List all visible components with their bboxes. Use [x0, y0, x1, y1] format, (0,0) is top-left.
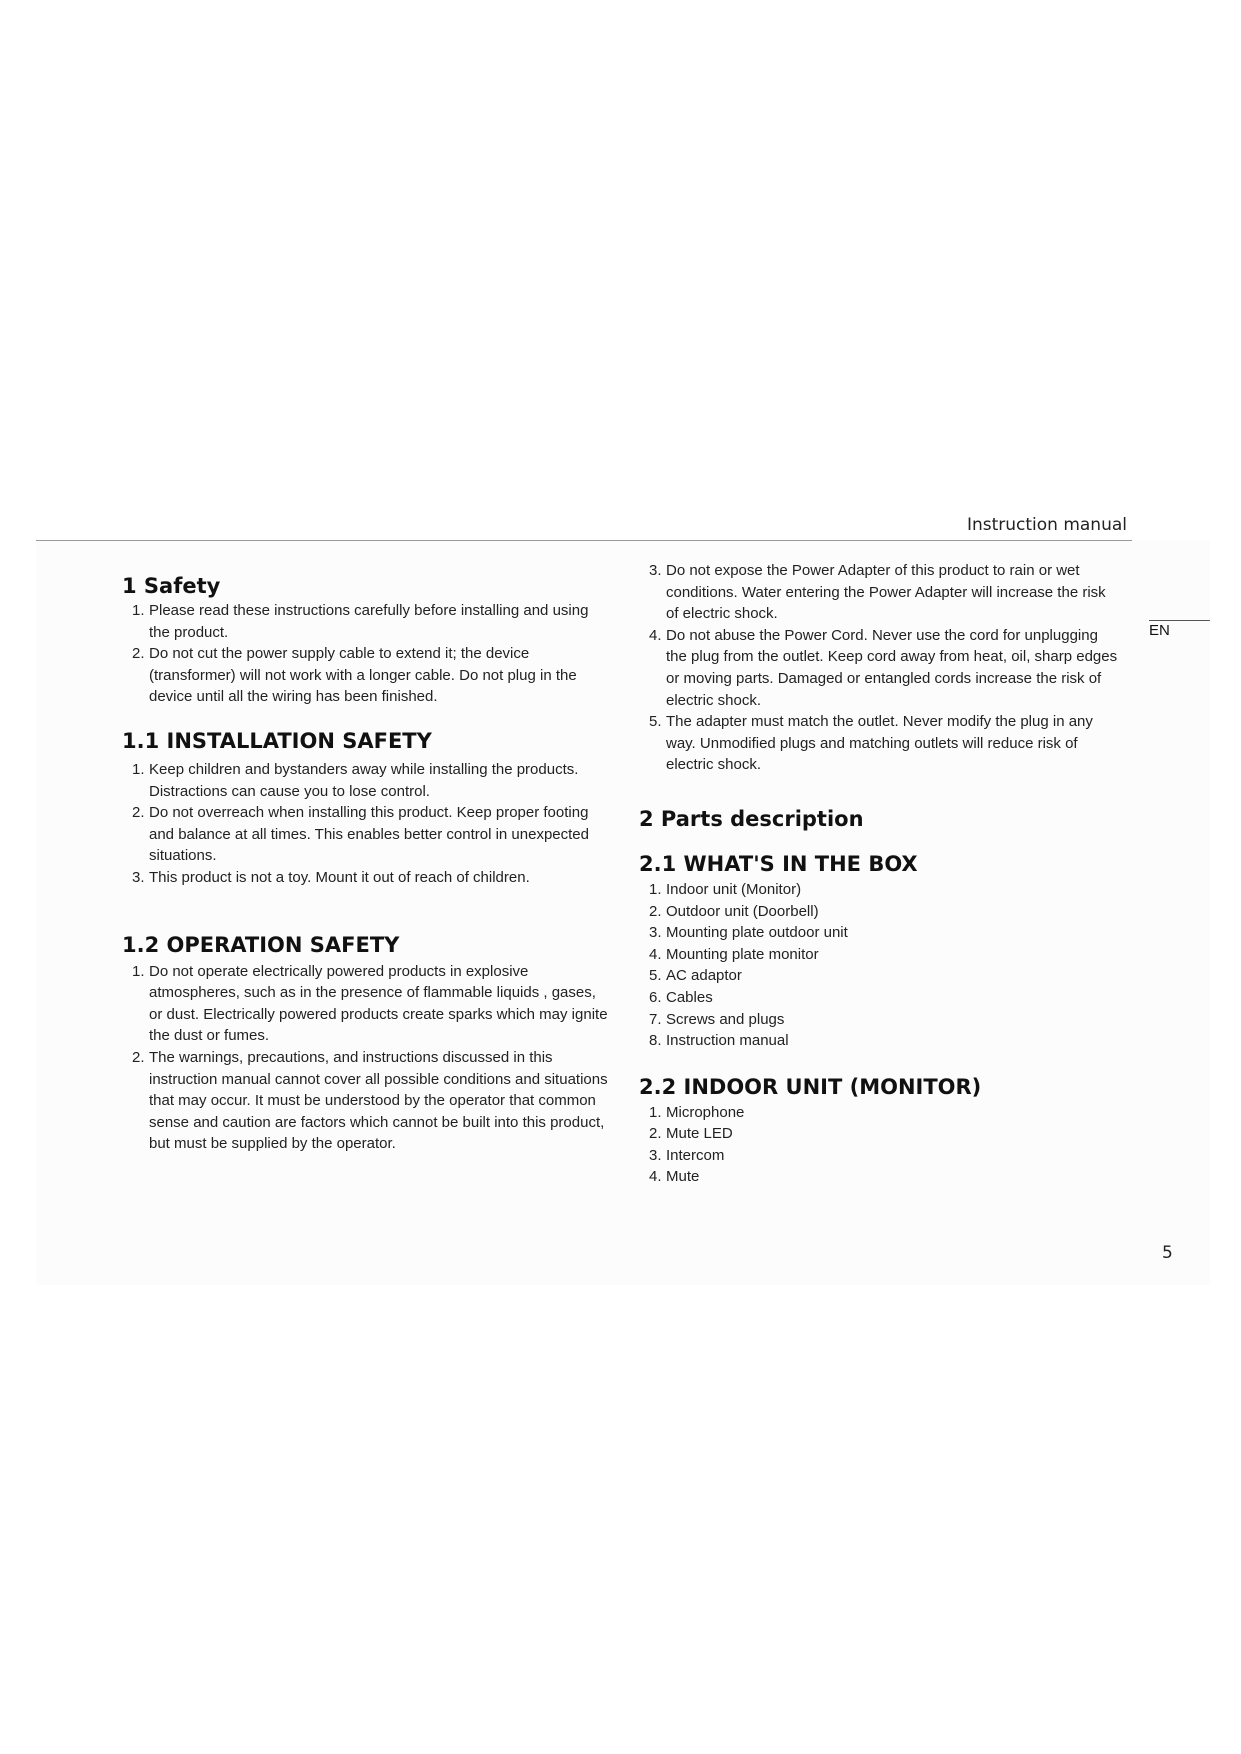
box-contents-list [639, 879, 1119, 1052]
list-item: 6. Cables [649, 988, 713, 1006]
header-title: Instruction manual [966, 515, 1127, 535]
page-number: 5 [1162, 1243, 1173, 1263]
safety-continued-list [639, 560, 1119, 776]
list-item: 2. The warnings, precautions, and instructions discussed in this instruction manual cannot cover all possible conditions and situations that may occur. It must be understood by the operator that common sense and caution are factors which cannot be built into this product, but must be supplied by the operator. [132, 1048, 608, 1153]
list-item: 1. Microphone [649, 1103, 745, 1121]
right-column [639, 560, 1119, 1188]
operation-safety-heading: 1.2 OPERATION SAFETY [122, 932, 400, 957]
list-item: 3. This product is not a toy. Mount it out of reach of children. [132, 868, 530, 886]
language-tab-divider [1149, 620, 1210, 621]
indoor-unit-list [639, 1102, 1119, 1188]
list-item: 2. Outdoor unit (Doorbell) [649, 902, 819, 920]
whats-in-the-box-heading: 2.1 WHAT'S IN THE BOX [639, 851, 918, 876]
list-item: 2. Mute LED [649, 1125, 733, 1143]
left-column [122, 560, 612, 1155]
list-item: 5. AC adaptor [649, 967, 742, 985]
list-item: 3. Mounting plate outdoor unit [649, 924, 848, 942]
list-item: 2. Do not overreach when installing this product. Keep proper footing and balance at all times. This enables better control in unexpected situations. [132, 804, 589, 865]
list-item: 2. Do not cut the power supply cable to extend it; the device (transformer) will not work with a longer cable. Do not plug in the device until all the wiring has been finished. [132, 645, 577, 706]
language-tag: EN [1149, 622, 1170, 639]
parts-description-heading: 2 Parts description [639, 806, 864, 831]
list-item: 5. The adapter must match the outlet. Never modify the plug in any way. Unmodified plugs and matching outlets will reduce risk of electric shock. [649, 713, 1093, 774]
list-item: 1. Keep children and bystanders away while installing the products. Distractions can cause you to lose control. [132, 760, 579, 800]
safety-heading: 1 Safety [122, 574, 221, 598]
operation-safety-list [122, 961, 612, 1155]
list-item: 4. Do not abuse the Power Cord. Never use the cord for unplugging the plug from the outlet. Keep cord away from heat, oil, sharp edges or moving parts. Damaged or entangled cords increase the risk of electric shock. [649, 626, 1118, 709]
list-item: 3. Intercom [649, 1146, 725, 1164]
list-item: 1. Indoor unit (Monitor) [649, 880, 802, 898]
list-item: 7. Screws and plugs [649, 1010, 785, 1028]
safety-list [122, 600, 612, 708]
list-item: 8. Instruction manual [649, 1032, 789, 1050]
header-divider [36, 540, 1132, 541]
installation-safety-list [122, 759, 612, 889]
list-item: 4. Mute [649, 1168, 700, 1186]
list-item: 1. Do not operate electrically powered products in explosive atmospheres, such as in the presence of flammable liquids , gases, or dust. Electrically powered products create sparks which may ignite the dust or fumes. [132, 962, 608, 1045]
list-item: 3. Do not expose the Power Adapter of this product to rain or wet conditions. Water entering the Power Adapter will increase the risk of electric shock. [649, 562, 1106, 623]
list-item: 4. Mounting plate monitor [649, 945, 819, 963]
indoor-unit-heading: 2.2 INDOOR UNIT (MONITOR) [639, 1074, 982, 1099]
installation-safety-heading: 1.1 INSTALLATION SAFETY [122, 728, 432, 753]
list-item: 1. Please read these instructions carefully before installing and using the product. [132, 602, 589, 641]
